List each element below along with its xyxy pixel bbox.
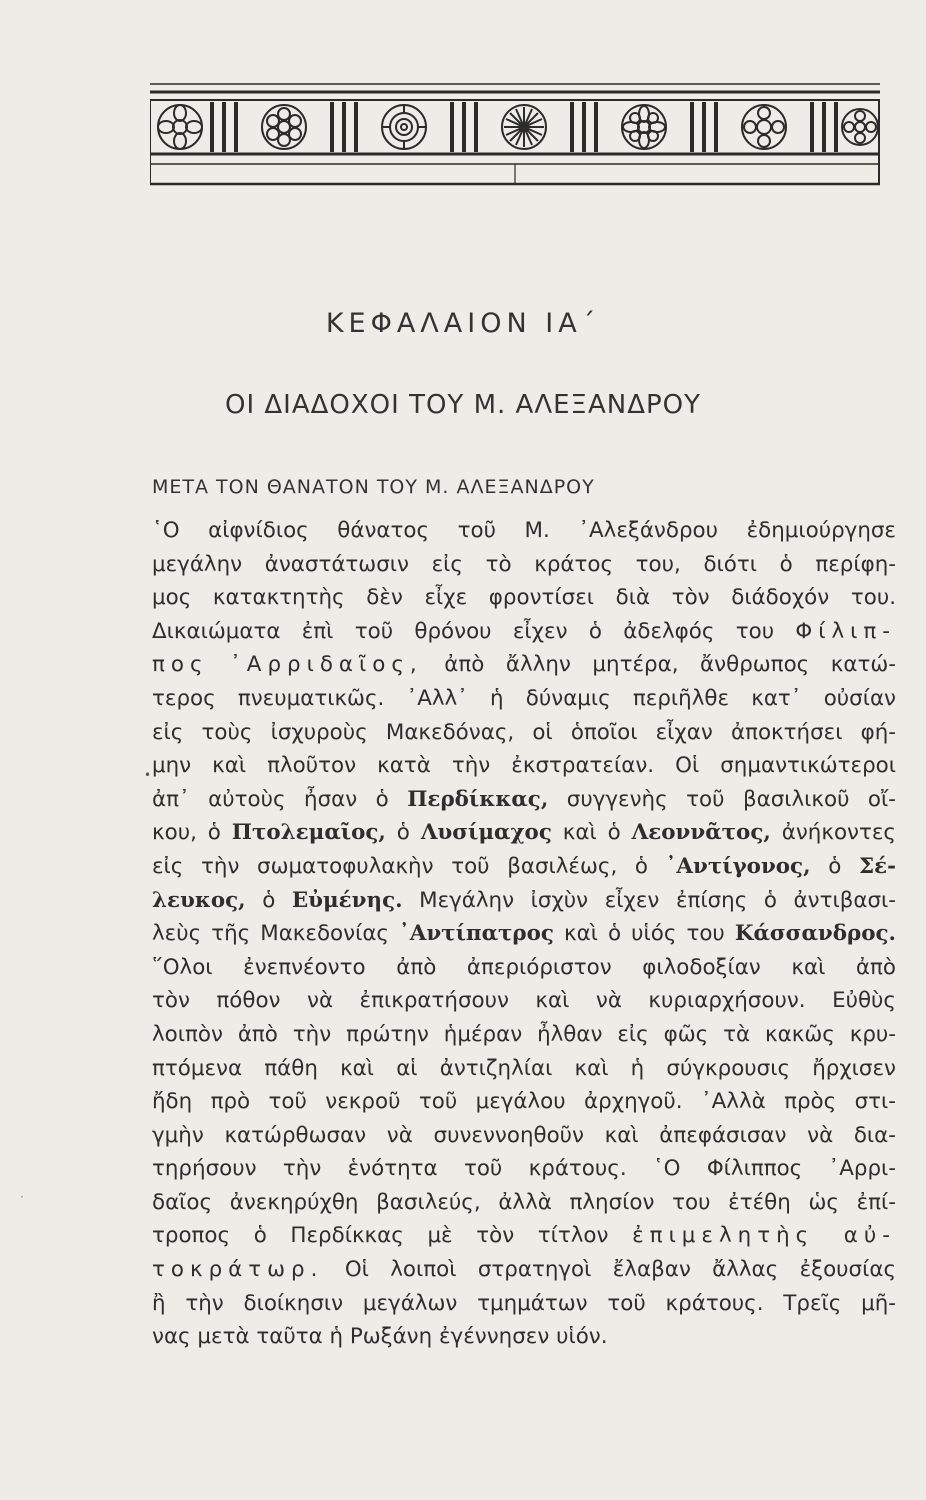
text-line: ῾Ο αἰφνίδιος θάνατος τοῦ Μ. ᾿Αλεξάνδρου ἐδημιούργησε	[152, 518, 896, 543]
chapter-heading: ΚΕΦΑΛΑΙΟΝ ΙΑ΄	[325, 308, 601, 339]
bold-name: Περδίκκας,	[407, 786, 549, 812]
text-line: τερος πνευματικῶς. ᾿Αλλ᾿ ἡ δύναμις περιῆλθε κατ᾿ οὐσίαν	[152, 685, 896, 711]
text-line: τηρήσουν τὴν ἑνότητα τοῦ κράτους. ῾Ο Φίλιππος ᾿Αρρι-	[152, 1156, 896, 1182]
text-line: τὸν πόθον νὰ ἐπικρατήσουν καὶ νὰ κυριαρχήσουν. Εὐθὺς	[152, 988, 896, 1014]
text-line: ἢ τὴν διοίκησιν μεγάλων τμημάτων τοῦ κράτους. Τρεῖς μῆ-	[152, 1290, 896, 1316]
bold-name: ᾿Αντίπατρος	[399, 921, 554, 947]
text-line: λεὺς τῆς Μακεδονίας ᾿Αντίπατρος καὶ ὁ υἱός του Κάσσανδρος.	[152, 921, 896, 947]
text-line: νας μετὰ ταῦτα ἡ Ρωξάνη ἐγέννησεν υἱόν.	[152, 1324, 608, 1350]
text-line: πτόμενα πάθη καὶ αἱ ἀντιζηλίαι καὶ ἡ σύγκρουσις ἤρχισεν	[152, 1055, 896, 1081]
spaced-title: ἐπιμελητὴς αὐ-	[632, 1223, 897, 1249]
text-line: τροπος ὁ Περδίκκας μὲ τὸν τίτλον ἐπιμελητὴς αὐ-	[152, 1223, 897, 1249]
text-line: μος κατακτητὴς δὲν εἶχε φροντίσει διὰ τὸν διάδοχόν του.	[152, 585, 896, 611]
text-line: μεγάλην ἀναστάτωσιν εἰς τὸ κράτος του, διότι ὁ περίφη-	[152, 551, 896, 577]
page-edge-mark-icon: ·	[20, 1190, 24, 1204]
bold-name: λευκος,	[152, 887, 246, 913]
bold-name: Λεοννᾶτος,	[631, 820, 771, 846]
text-line: πος ᾿Αρριδαῖος, ἀπὸ ἄλλην μητέρα, ἄνθρωπος κατώ-	[152, 652, 896, 678]
text-line: ἀπ᾿ αὐτοὺς ἦσαν ὁ Περδίκκας, συγγενὴς τοῦ βασιλικοῦ οἴ-	[152, 786, 896, 812]
text-line: Δικαιώματα ἐπὶ τοῦ θρόνου εἶχεν ὁ ἀδελφός του Φίλιπ-	[152, 618, 896, 644]
text-line: εἰς τὴν σωματοφυλακὴν τοῦ βασιλέως, ὁ ᾿Αντίγονος, ὁ Σέ-	[152, 853, 896, 879]
margin-dot-icon: •	[144, 768, 152, 782]
text-line: γμὴν κατώρθωσαν νὰ συνεννοηθοῦν καὶ ἀπεφάσισαν νὰ δια-	[152, 1122, 896, 1148]
bold-name: ᾿Αντίγονος,	[665, 853, 811, 879]
text-line: εἰς τοὺς ἰσχυροὺς Μακεδόνας, οἱ ὁποῖοι εἶχαν ἀποκτήσει φή-	[152, 719, 896, 745]
text-line: ῞Ολοι ἐνεπνέοντο ἀπὸ ἀπεριόριστον φιλοδοξίαν καὶ ἀπὸ	[152, 954, 896, 980]
text-line: τοκράτωρ. Οἱ λοιποὶ στρατηγοὶ ἔλαβαν ἄλλας ἐξουσίας	[152, 1257, 896, 1283]
bold-name: Σέ-	[858, 853, 896, 879]
section-heading: ΜΕΤΑ ΤΟΝ ΘΑΝΑΤΟΝ ΤΟΥ Μ. ΑΛΕΞΑΝΔΡΟΥ	[152, 476, 595, 498]
chapter-title: ΟΙ ΔΙΑΔΟΧΟΙ ΤΟΥ Μ. ΑΛΕΞΑΝΔΡΟΥ	[224, 390, 702, 420]
bold-name: Κάσσανδρος.	[734, 921, 896, 947]
bold-name: Πτολεμαῖος,	[231, 820, 386, 846]
spaced-name: ᾿Αρριδαῖος,	[230, 652, 423, 678]
text-line: κου, ὁ Πτολεμαῖος, ὁ Λυσίμαχος καὶ ὁ Λεοννᾶτος, ἀνήκοντες	[152, 820, 896, 846]
bold-name: Λυσίμαχος	[420, 820, 552, 846]
text-line: λοιπὸν ἀπὸ τὴν πρώτην ἡμέραν ἦλθαν εἰς φῶς τὰ κακῶς κρυ-	[152, 1021, 896, 1047]
bold-name: Εὐμένης.	[291, 887, 403, 913]
text-line: ἤδη πρὸ τοῦ νεκροῦ τοῦ μεγάλου ἀρχηγοῦ. ᾿Αλλὰ πρὸς στι-	[152, 1089, 896, 1115]
body-paragraph	[152, 514, 896, 1354]
text-line: μην καὶ πλοῦτον κατὰ τὴν ἐκστρατείαν. Οἱ σημαντικώτεροι	[152, 753, 896, 779]
spaced-name: Φίλιπ-	[795, 618, 896, 644]
text-line: δαῖος ἀνεκηρύχθη βασιλεύς, ἀλλὰ πλησίον του ἐτέθη ὡς ἐπί-	[152, 1189, 896, 1215]
spaced-title: τοκράτωρ.	[152, 1257, 324, 1283]
text-line: λευκος, ὁ Εὐμένης. Μεγάλην ἰσχὺν εἶχεν ἐπίσης ὁ ἀντιβασι-	[152, 887, 896, 913]
greek-frieze-rosettes-icon	[150, 80, 880, 188]
